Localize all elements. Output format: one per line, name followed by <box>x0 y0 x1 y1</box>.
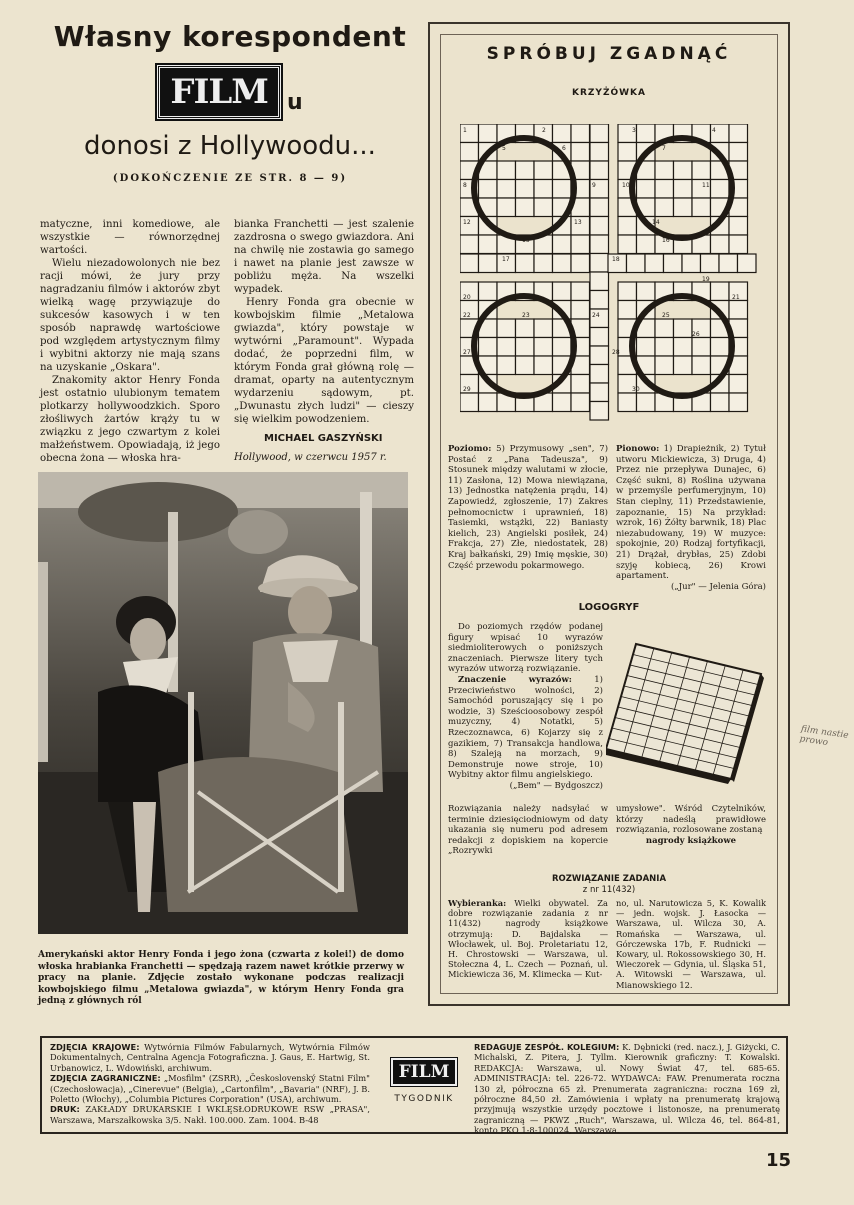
crossword-cell[interactable] <box>534 338 553 357</box>
header-title-line3: donosi z Hollywoodu... <box>84 131 376 161</box>
crossword-cell[interactable] <box>571 393 590 412</box>
crossword-cell[interactable] <box>711 235 730 254</box>
crossword-number: 25 <box>662 312 670 319</box>
crossword-cell[interactable] <box>729 143 748 162</box>
crossword-cell[interactable] <box>497 180 516 199</box>
crossword-cell[interactable] <box>674 319 693 338</box>
clues-down <box>616 444 766 592</box>
meanings-list: 1) Przeciwieństwo wolności, 2) Samochód poruszający się i po wodzie, 3) Sześcioosobowy zespół muzyczny, 4) Notatki, 5) Rzeczoznawca, 6) Kojarzy się z gazikiem, 7) Transakcja handlowa, 8) Szaleją na morzach, 9) Demonstruje nowe stroje, 10) Wybitny aktor filmu angielskiego. <box>448 674 603 781</box>
puzzle-panel <box>428 22 790 1006</box>
solution-title: ROZWIĄZANIE ZADANIA <box>551 874 667 884</box>
crossword-cell[interactable] <box>618 235 637 254</box>
editorial-info: REDAGUJE ZESPÓŁ. KOLEGIUM: K. Dębnicki (red. nacz.), J. Giżycki, C. Michalski, Z. Pitera, J. Tyllm. Kierownik graficzny: T. Kowalski. REDAKCJA: Warszawa, ul. Nowy Świat 47, tel. 685-65. ADMINISTRACJA: tel. 226-72. WYDAWCA: FAW. Prenumerata roczna 130 zł, półroczna 65 zł. Prenumerata zagraniczna: roczna 169 zł, półroczne 84,50 zł. Zamówienia i wpłaty na prenumeratę krajową przyjmują wszystkie urzędy pocztowe i listonosze, na prenumeratę zagraniczną — PKWZ „Ruch", Warszawa, ul. Wilcza 46, tel. 864-81, konto PKO 1-8-100024, Warszawa. <box>474 1042 780 1136</box>
crossword-cell[interactable] <box>729 124 748 143</box>
submit-info-right <box>616 804 766 846</box>
crossword-cell[interactable] <box>479 338 498 357</box>
crossword-number: 8 <box>463 182 467 189</box>
photo-credits <box>50 1042 370 1125</box>
crossword-number: 28 <box>612 349 620 356</box>
crossword-cell[interactable] <box>590 161 609 180</box>
solution-text-left: Wielki obywatel. Za dobre rozwiązanie zadania z nr 11(432) nagrody książkowe otrzymują: D. Bajdalska — Włocławek, ul. Boj. Proletariatu 12, H. Chrostowski — Warszawa, ul. Stołeczna 4, L. Czech — Poznań, ul. Mickiewicza 36, M. Klimecka — Kut- <box>448 898 608 980</box>
crossword-author: („Jur" — Jelenia Góra) <box>671 581 766 592</box>
crossword-number: 21 <box>732 294 740 301</box>
crossword-number: 2 <box>542 127 546 134</box>
crossword-cell[interactable] <box>553 338 572 357</box>
crossword-number: 29 <box>463 386 471 393</box>
crossword-grid <box>460 124 760 424</box>
crossword-cell[interactable] <box>637 282 656 301</box>
clues-across <box>448 444 608 571</box>
crossword-cell[interactable] <box>553 282 572 301</box>
crossword-cell[interactable] <box>664 254 683 273</box>
crossword-cell[interactable] <box>729 217 748 236</box>
article-header <box>40 20 420 184</box>
crossword-cell[interactable] <box>655 319 674 338</box>
crossword-number: 27 <box>463 349 471 356</box>
crossword-cell[interactable] <box>645 254 664 273</box>
crossword-cell[interactable] <box>590 235 609 254</box>
crossword-cell[interactable] <box>479 254 498 273</box>
crossword-cell[interactable] <box>692 338 711 357</box>
crossword-number: 24 <box>592 312 600 319</box>
crossword-cell[interactable] <box>590 365 609 384</box>
crossword-cell[interactable] <box>590 217 609 236</box>
credits-domestic: ZDJĘCIA KRAJOWE: Wytwórnia Filmów Fabularnych, Wytwórnia Filmów Dokumentalnych, Centralna Agencja Fotograficzna. J. Gaus, E. Hartwig, St. Urbanowicz, L. Wdowiński, archiwum. <box>50 1042 370 1073</box>
crossword-cell[interactable] <box>497 198 516 217</box>
article-paragraph: bianka Franchetti — jest szalenie zazdrosna o swego gwiazdora. Ani na chwilę nie zostawia go samego i nawet na planie jest zawsze w pobliżu męża. Na wszelki wypadek. <box>234 219 414 295</box>
crossword-number: 7 <box>662 145 666 152</box>
crossword-number: 22 <box>463 312 471 319</box>
crossword-cell[interactable] <box>571 254 590 273</box>
crossword-cell[interactable] <box>553 254 572 273</box>
crossword-cell[interactable] <box>571 235 590 254</box>
crossword-cell[interactable] <box>479 393 498 412</box>
crossword-cell[interactable] <box>655 356 674 375</box>
crossword-cell[interactable] <box>516 338 535 357</box>
crossword-cell[interactable] <box>674 338 693 357</box>
down-clues: 1) Drapieżnik, 2) Tytuł utworu Mickiewicza, 3) Druga, 4) Przez nie przepływa Dunajec, 6) Część sukni, 8) Roślina używana w przemyśle perfumeryjnym, 10) Stan cieplny, 11) Przedstawienie, zapoznanie, 15) Na przykład: wzrok, 16) Żółty barwnik, 18) Plac niezabudowany, 19) W muzyce: spokojnie, 20) Rodzaj fortyfikacji, 21) Drążał, drybłas, 25) Zdobi szyję kobiecą, 26) Krowi apartament. <box>616 444 766 582</box>
crossword-cell[interactable] <box>674 180 693 199</box>
article-column-1 <box>40 218 220 465</box>
crossword-number: 5 <box>502 145 506 152</box>
crossword-number: 20 <box>463 294 471 301</box>
crossword-number: 26 <box>692 331 700 338</box>
crossword-cell[interactable] <box>534 254 553 273</box>
crossword-cell[interactable] <box>553 235 572 254</box>
article-paragraph: matyczne, inni komediowe, ale wszystkie — równorzędnej wartości. <box>40 219 220 256</box>
logogryf-title: LOGOGRYF <box>578 602 640 613</box>
crossword-cell[interactable] <box>618 217 637 236</box>
crossword-cell[interactable] <box>516 356 535 375</box>
crossword-cell[interactable] <box>711 282 730 301</box>
footer-logo-block <box>384 1058 464 1104</box>
logogryf-text <box>448 622 603 792</box>
crossword-cell[interactable] <box>590 143 609 162</box>
submit-info-text: umysłowe". Wśród Czytelników, którzy nadeślą prawidłowe rozwiązania, rozlosowane zostaną <box>616 804 766 836</box>
crossword-cell[interactable] <box>571 124 590 143</box>
crossword-cell[interactable] <box>571 375 590 394</box>
crossword-number: 16 <box>662 237 670 244</box>
print-info: DRUK: ZAKŁADY DRUKARSKIE I WKLĘSŁODRUKOWE RSW „PRASA", Warszawa, Marszałkowska 3/5. Nakł. 100.000. Zam. 1004. B-48 <box>50 1104 370 1125</box>
crossword-number: 1 <box>463 127 467 134</box>
crossword-cell[interactable] <box>637 180 656 199</box>
crossword-cell[interactable] <box>590 346 609 365</box>
dateline: Hollywood, w czerwcu 1957 r. <box>234 452 387 463</box>
crossword-cell[interactable] <box>590 198 609 217</box>
crossword-cell[interactable] <box>711 338 730 357</box>
crossword-title: KRZYŻÓWKA <box>572 88 646 98</box>
crossword-number: 23 <box>522 312 530 319</box>
crossword-cell[interactable] <box>590 254 609 273</box>
crossword-number: 10 <box>622 182 630 189</box>
solution-left <box>448 898 608 980</box>
crossword-number: 14 <box>652 219 660 226</box>
article-paragraph: Znakomity aktor Henry Fonda jest ostatnio ulubionym tematem plotkarzy hollywoodzkich. Sporo złośliwych żartów krąży tu w związku z jego czwartym z kolei małżeństwem. Opowiadają, iż jego obecna żona — włoska hra- <box>40 375 220 464</box>
submit-info-left: Rozwiązania należy nadsyłać w terminie dziesięciodniowym od daty ukazania się numeru pod adresem redakcji z dopiskiem na kopercie „Rozrywki <box>448 804 608 857</box>
crossword-cell[interactable] <box>637 393 656 412</box>
crossword-cell[interactable] <box>637 338 656 357</box>
film-logo-suffix: u <box>286 90 303 115</box>
solution-subtitle: z nr 11(432) <box>582 885 636 895</box>
crossword-cell[interactable] <box>534 356 553 375</box>
crossword-cell[interactable] <box>618 282 637 301</box>
header-logo-row <box>40 65 420 119</box>
crossword-cell[interactable] <box>674 198 693 217</box>
crossword-cell[interactable] <box>692 161 711 180</box>
continued-note: (DOKOŃCZENIE ZE STR. 8 — 9) <box>112 173 348 184</box>
crossword-cell[interactable] <box>571 301 590 320</box>
logogryf-author: („Bem" — Bydgoszcz) <box>509 780 603 791</box>
credits-foreign: ZDJĘCIA ZAGRANICZNE: „Mosfilm" (ZSRR), „Československý Statni Film" (Czechosłowacja), „Cinerevue" (Belgia), „Cartonfilm", „Bavaria" (NRF), J. B. Poletto (Włochy), „Columbia Pictures Corporation" (USA), archiwum. <box>50 1073 370 1105</box>
crossword-cell[interactable] <box>516 254 535 273</box>
crossword-cell[interactable] <box>729 375 748 394</box>
crossword-number: 6 <box>562 145 566 152</box>
crossword-cell[interactable] <box>711 180 730 199</box>
prize-text: nagrody książkowe <box>645 835 737 846</box>
crossword-cell[interactable] <box>655 161 674 180</box>
photo-caption: Amerykański aktor Henry Fonda i jego żona (czwarta z kolei!) de domo włoska hrabianka Franchetti — spędzają razem nawet krótkie przerwy w pracy na planie. Zdjęcie zostało wykonane podczas realizacji kowbojskiego filmu „Metalowa gwiazda", w którym Henry Fonda gra jedną z głównych ról <box>38 950 404 1006</box>
crossword-cell[interactable] <box>516 180 535 199</box>
crossword-cell[interactable] <box>571 282 590 301</box>
crossword-cell[interactable] <box>553 180 572 199</box>
crossword-cell[interactable] <box>637 235 656 254</box>
across-clues: 5) Przymusowy „sen", 7) Postać z „Pana Tadeusza", 9) Stosunek między walutami w złocie, 11) Zasłona, 12) Mowa niewiązana, 13) Jednostka natężenia prądu, 14) Zapowiedź, zgłoszenie, 17) Zakres pełnomocnictw i uprawnień, 18) Tasiemki, wstążki, 22) Baniasty kielich, 23) Angielski posiłek, 24) Frakcja, 27) Złe, niedostatek, 28) Kraj bałkański, 29) Imię męskie, 30) Część przewodu pokarmowego. <box>448 444 609 571</box>
crossword-cell[interactable] <box>553 124 572 143</box>
footer-film-logo: FILM <box>391 1058 458 1086</box>
footer-weekly-label: TYGODNIK <box>394 1094 454 1104</box>
crossword-number: 12 <box>463 219 471 226</box>
solution-right: no, ul. Narutowicza 5, K. Kowalik — jedn. wojsk. J. Łasocka — Warszawa, ul. Wilcza 30, A. Romańska — Warszawa, ul. Górczewska 17b, F. Rudnicki — Kowary, ul. Rokossowskiego 30, H. Wieczorek — Gdynia, ul. Śląska 51, A. Witowski — Warszawa, ul. Mianowskiego 12. <box>616 898 766 990</box>
crossword-cell[interactable] <box>618 143 637 162</box>
article-photo <box>38 472 408 934</box>
page-number: 15 <box>766 1150 792 1171</box>
crossword-cell[interactable] <box>479 235 498 254</box>
crossword-cell[interactable] <box>729 393 748 412</box>
crossword-cell[interactable] <box>590 402 609 421</box>
crossword-cell[interactable] <box>711 393 730 412</box>
article-paragraph: Wielu niezadowolonych nie bez racji mówi, że jury przy nagradzaniu filmów i aktorów zbyt wielką wagę przywiązuje do sukcesów kasowych i w ten sposób naprawdę wartościowe pod względem artystycznym filmy i wybitni aktorzy nie mają szans na uzyskanie „Oskara". <box>40 258 220 373</box>
crossword-cell[interactable] <box>516 319 535 338</box>
crossword-cell[interactable] <box>618 301 637 320</box>
crossword-cell[interactable] <box>590 383 609 402</box>
crossword-number: 13 <box>574 219 582 226</box>
crossword-cell[interactable] <box>553 393 572 412</box>
masthead-footer <box>40 1036 788 1134</box>
crossword-cell[interactable] <box>590 272 609 291</box>
crossword-cell[interactable] <box>460 235 479 254</box>
crossword-cell[interactable] <box>655 180 674 199</box>
crossword-cell[interactable] <box>534 180 553 199</box>
crossword-number: 30 <box>632 386 640 393</box>
crossword-cell[interactable] <box>637 124 656 143</box>
crossword-cell[interactable] <box>460 143 479 162</box>
crossword-number: 9 <box>592 182 596 189</box>
down-label: Pionowo: <box>616 444 660 454</box>
crossword-cell[interactable] <box>497 356 516 375</box>
crossword-cell[interactable] <box>738 254 757 273</box>
crossword-cell[interactable] <box>674 356 693 375</box>
crossword-cell[interactable] <box>497 319 516 338</box>
header-title-line1: Własny korespondent <box>53 20 407 53</box>
logogryf-intro: Do poziomych rzędów podanej figury wpisać 10 wyrazów siedmioliterowych o poniższych znaczeniach. Pierwsze litery tych wyrazów utworzą rozwiązanie. <box>448 622 603 675</box>
crossword-cell[interactable] <box>497 338 516 357</box>
crossword-number: 19 <box>702 276 710 283</box>
article-paragraph: Henry Fonda gra obecnie w kowbojskim filmie „Metalowa gwiazda", który powstaje w wytwórni „Paramount". Wypada dodać, że poprzedni film, w którym Fonda grał główną rolę — dramat, oparty na autentycznym wydarzeniu sądowym, pt. „Dwunastu złych ludzi" — cieszy się wielkim powodzeniem. <box>234 297 414 425</box>
crossword-cell[interactable] <box>479 180 498 199</box>
crossword-cell[interactable] <box>590 291 609 310</box>
crossword-cell[interactable] <box>729 235 748 254</box>
crossword-cell[interactable] <box>682 254 701 273</box>
crossword-cell[interactable] <box>719 254 738 273</box>
crossword-cell[interactable] <box>655 198 674 217</box>
crossword-cell[interactable] <box>460 254 479 273</box>
photo-henry-fonda-and-wife <box>38 472 408 934</box>
crossword-cell[interactable] <box>692 356 711 375</box>
logogryf-grid-illustration <box>606 634 766 784</box>
crossword-cell[interactable] <box>590 328 609 347</box>
crossword-cell[interactable] <box>627 254 646 273</box>
crossword-number: 18 <box>612 256 620 263</box>
puzzle-title: SPRÓBUJ ZGADNĄĆ <box>486 44 732 64</box>
crossword-number: 4 <box>712 127 716 134</box>
crossword-number: 17 <box>502 256 510 263</box>
crossword-cell[interactable] <box>618 393 637 412</box>
article-column-2 <box>234 218 414 464</box>
solution-heading <box>430 874 788 896</box>
crossword-number: 11 <box>702 182 710 189</box>
crossword-cell[interactable] <box>479 124 498 143</box>
author-signature: MICHAEL GASZYŃSKI <box>264 433 383 444</box>
crossword-cell[interactable] <box>729 301 748 320</box>
crossword-cell[interactable] <box>516 161 535 180</box>
handwritten-note: film nastie prowo <box>798 724 850 749</box>
crossword-cell[interactable] <box>516 198 535 217</box>
crossword-cell[interactable] <box>479 282 498 301</box>
crossword-cell[interactable] <box>655 338 674 357</box>
film-logo: FILM <box>157 65 281 119</box>
crossword-cell[interactable] <box>460 393 479 412</box>
crossword-cell[interactable] <box>701 254 720 273</box>
crossword-cell[interactable] <box>534 198 553 217</box>
crossword-cell[interactable] <box>534 161 553 180</box>
crossword-cell[interactable] <box>571 143 590 162</box>
crossword-number: 15 <box>522 237 530 244</box>
meanings-label: Znaczenie wyrazów: <box>458 674 572 685</box>
crossword-cell[interactable] <box>692 198 711 217</box>
wybieranka-label: Wybieranka: <box>448 898 507 908</box>
crossword-cell[interactable] <box>674 161 693 180</box>
crossword-cell[interactable] <box>590 124 609 143</box>
crossword-cell[interactable] <box>497 161 516 180</box>
crossword-number: 3 <box>632 127 636 134</box>
across-label: Poziomo: <box>448 444 492 454</box>
crossword-cell[interactable] <box>534 319 553 338</box>
